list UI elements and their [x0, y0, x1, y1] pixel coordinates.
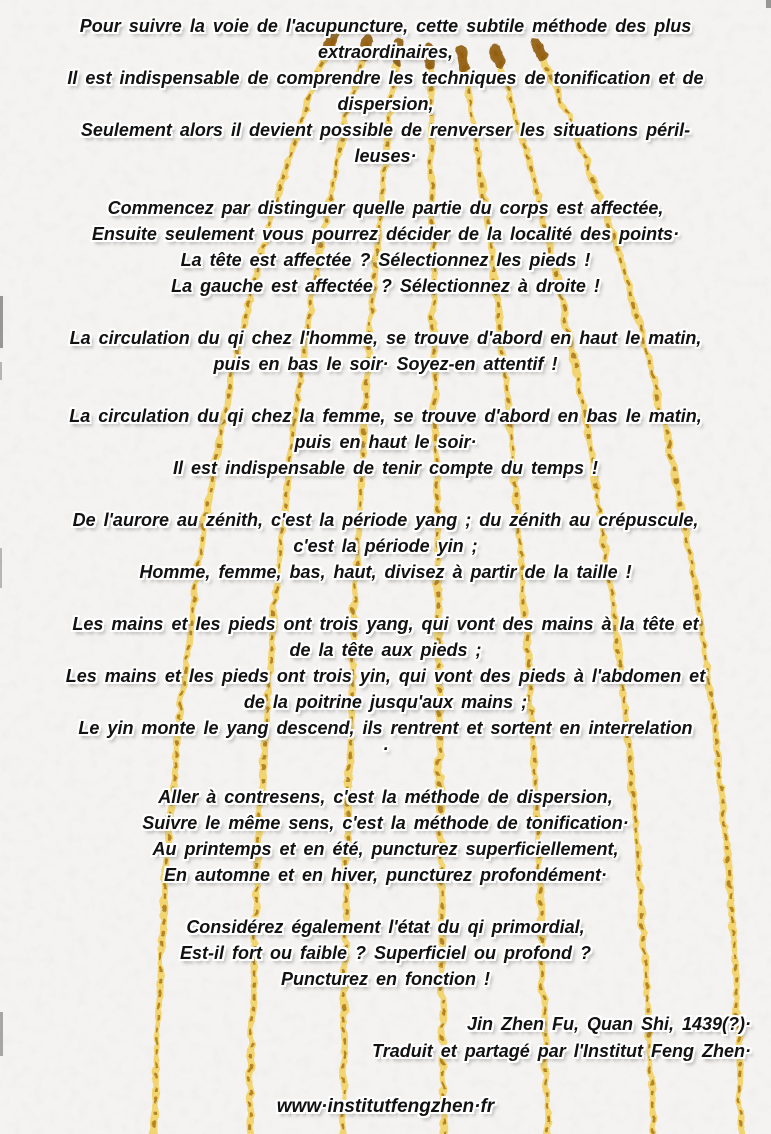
poem-line: Les mains et les pieds ont trois yin, qui vont des pieds à l'abdomen et — [65, 666, 706, 686]
stanza — [0, 507, 771, 585]
attribution-line: Jin Zhen Fu, Quan Shi, 1439(?)· — [466, 1014, 751, 1034]
poem-line: c'est la période yin ; — [293, 536, 478, 556]
poem-line: En automne et en hiver, puncturez profondément· — [163, 865, 608, 885]
poem-line: Seulement alors il devient possible de renverser les situations péril- — [80, 120, 691, 140]
poem-line: Les mains et les pieds ont trois yang, qui vont des mains à la tête et — [72, 614, 699, 634]
poem-line: puis en bas le soir· Soyez-en attentif ! — [213, 354, 558, 374]
poem-line: Puncturez en fonction ! — [281, 969, 490, 989]
poem-line: Suivre le même sens, c'est la méthode de tonification· — [142, 813, 629, 833]
poem-line: Ensuite seulement vous pourrez décider de la localité des points· — [91, 224, 680, 244]
stanza — [0, 13, 771, 169]
poem-line: La tête est affectée ? Sélectionnez les pieds ! — [180, 250, 591, 270]
poem-line: dispersion, — [337, 94, 434, 114]
stanza — [0, 914, 771, 992]
poem-line: de la poitrine jusqu'aux mains ; — [243, 692, 528, 712]
stanza — [0, 611, 771, 758]
poem-line: La circulation du qi chez la femme, se trouve d'abord en bas le matin, — [69, 406, 702, 426]
poem-line: leuses· — [354, 146, 417, 166]
poem-line: Homme, femme, bas, haut, divisez à partir de la taille ! — [139, 562, 632, 582]
attribution-line: Traduit et partagé par l'Institut Feng Zhen· — [372, 1041, 751, 1061]
poem-line: Considérez également l'état du qi primordial, — [186, 917, 585, 937]
poem-line: · — [382, 739, 389, 759]
poem-line: Commencez par distinguer quelle partie du corps est affectée, — [107, 198, 664, 218]
stanza — [0, 325, 771, 377]
poem-line: extraordinaires, — [317, 42, 454, 62]
poem-line: De l'aurore au zénith, c'est la période yang ; du zénith au crépuscule, — [72, 510, 699, 530]
poem-line: Il est indispensable de comprendre les techniques de tonification et de — [67, 68, 704, 88]
stanza — [0, 403, 771, 481]
poem-line: Au printemps et en été, puncturez superficiellement, — [152, 839, 619, 859]
poem-line: Pour suivre la voie de l'acupuncture, cette subtile méthode des plus — [79, 16, 692, 36]
stanza — [0, 195, 771, 299]
poem-line: Aller à contresens, c'est la méthode de dispersion, — [158, 787, 613, 807]
attribution — [372, 1011, 751, 1065]
poem-line: Il est indispensable de tenir compte du temps ! — [172, 458, 599, 478]
poem-text — [0, 13, 771, 992]
website-url: www·institutfengzhen·fr — [276, 1096, 495, 1117]
poem-line: Est-il fort ou faible ? Superficiel ou profond ? — [180, 943, 591, 963]
poem-line: La gauche est affectée ? Sélectionnez à droite ! — [171, 276, 600, 296]
poem-line: Le yin monte le yang descend, ils rentrent et sortent en interrelation — [78, 718, 693, 738]
stanza — [0, 784, 771, 888]
poem-line: puis en haut le soir· — [294, 432, 477, 452]
poem-line: de la tête aux pieds ; — [289, 640, 482, 660]
poem-line: La circulation du qi chez l'homme, se trouve d'abord en haut le matin, — [69, 328, 702, 348]
